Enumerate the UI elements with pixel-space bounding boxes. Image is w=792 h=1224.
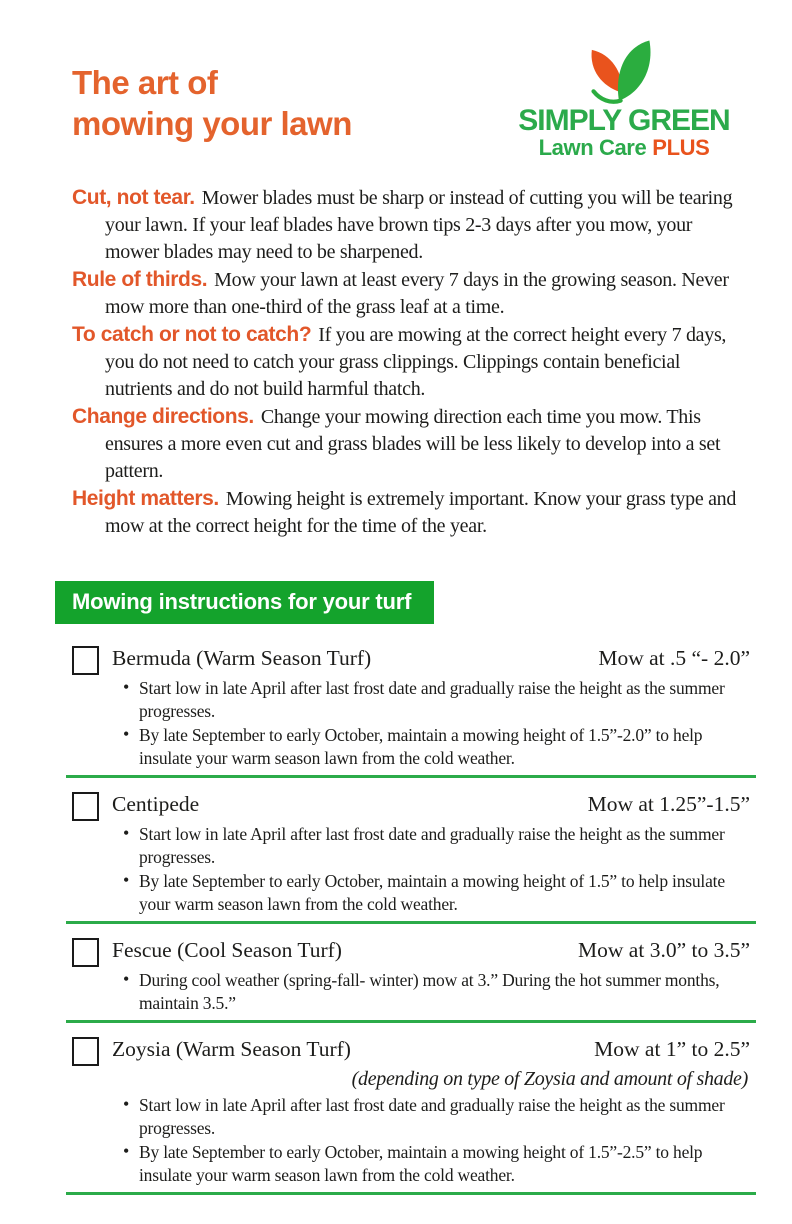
turf-note: (depending on type of Zoysia and amount of shade) bbox=[351, 1068, 748, 1090]
turf-item-centipede bbox=[72, 790, 750, 924]
tip-lead: Height matters. bbox=[72, 487, 219, 510]
turf-bullet-list bbox=[72, 823, 750, 916]
turf-item-bermuda bbox=[72, 644, 750, 778]
turf-checkbox[interactable] bbox=[72, 1037, 99, 1066]
turf-heading bbox=[72, 936, 750, 967]
turf-item-zoysia bbox=[72, 1035, 750, 1195]
logo-tagline bbox=[508, 136, 740, 160]
turf-checkbox[interactable] bbox=[72, 938, 99, 967]
turf-bullet: • By late September to early October, maintain a mowing height of 1.5” to help insulate your warm season lawn from the cold weather. bbox=[122, 870, 750, 916]
tips-section bbox=[72, 184, 750, 540]
turf-list bbox=[72, 644, 750, 1207]
mow-height-value: Mow at 3.0” to 3.5” bbox=[578, 938, 750, 962]
section-divider bbox=[66, 921, 756, 924]
turf-bullet: • By late September to early October, maintain a mowing height of 1.5”-2.5” to help insulate your warm season lawn from the cold weather. bbox=[122, 1141, 750, 1187]
mow-height-value: Mow at 1.25”-1.5” bbox=[587, 792, 750, 816]
logo-brand-name: SIMPLY GREEN bbox=[518, 104, 730, 137]
tip-text: If you are mowing at the correct height every 7 days, you do not need to catch your grass clippings. Clippings contain beneficial nutrients and do not build harmful thatch. bbox=[105, 324, 727, 400]
turf-bullet: • Start low in late April after last frost date and gradually raise the height as the summer progresses. bbox=[122, 823, 750, 869]
turf-bullet-list bbox=[72, 969, 750, 1015]
turf-name: Zoysia (Warm Season Turf) bbox=[112, 1037, 351, 1061]
turf-bullet-list bbox=[72, 677, 750, 770]
tip-text: Mower blades must be sharp or instead of cutting you will be tearing your lawn. If your leaf blades have brown tips 2-3 days after you mow, your mower blades may need to be sharpened. bbox=[105, 187, 733, 263]
tip-lead: To catch or not to catch? bbox=[72, 323, 312, 346]
tip-lead: Cut, not tear. bbox=[72, 186, 195, 209]
mow-height-value: Mow at 1” to 2.5” bbox=[594, 1037, 750, 1061]
turf-bullet: • Start low in late April after last frost date and gradually raise the height as the summer progresses. bbox=[122, 677, 750, 723]
tip-item bbox=[72, 485, 750, 540]
page-title-line2: mowing your lawn bbox=[72, 105, 352, 142]
turf-bullet: • Start low in late April after last frost date and gradually raise the height as the summer progresses. bbox=[122, 1094, 750, 1140]
page-title-line1: The art of bbox=[72, 64, 218, 101]
turf-checkbox[interactable] bbox=[72, 646, 99, 675]
section-banner: Mowing instructions for your turf bbox=[55, 581, 434, 624]
tip-text: Change your mowing direction each time you mow. This ensures a more even cut and grass blades will be less likely to develop into a set pattern. bbox=[105, 406, 721, 482]
turf-item-fescue bbox=[72, 936, 750, 1023]
turf-bullet-list bbox=[72, 1094, 750, 1187]
turf-heading bbox=[72, 790, 750, 821]
turf-name: Centipede bbox=[112, 792, 200, 816]
tip-item bbox=[72, 266, 750, 321]
tip-text: Mow your lawn at least every 7 days in the growing season. Never mow more than one-third of the grass leaf at a time. bbox=[105, 269, 729, 318]
turf-bullet: • By late September to early October, maintain a mowing height of 1.5”-2.0” to help insulate your warm season lawn from the cold weather. bbox=[122, 724, 750, 770]
section-divider bbox=[66, 1192, 756, 1195]
two-leaves-icon bbox=[581, 38, 667, 104]
logo-tagline-plus: PLUS bbox=[652, 135, 710, 160]
tip-lead: Rule of thirds. bbox=[72, 268, 208, 291]
tip-item bbox=[72, 184, 750, 266]
turf-bullet: • During cool weather (spring-fall- winter) mow at 3.” During the hot summer months, maintain 3.5.” bbox=[122, 969, 750, 1015]
tip-item bbox=[72, 321, 750, 403]
tip-item bbox=[72, 403, 750, 485]
turf-name: Bermuda (Warm Season Turf) bbox=[112, 646, 372, 670]
turf-checkbox[interactable] bbox=[72, 792, 99, 821]
tip-text: Mowing height is extremely important. Know your grass type and mow at the correct height for the time of the year. bbox=[105, 488, 737, 537]
turf-heading bbox=[72, 644, 750, 675]
mow-height-value: Mow at .5 “- 2.0” bbox=[598, 646, 750, 670]
page-title bbox=[72, 62, 352, 144]
turf-name: Fescue (Cool Season Turf) bbox=[112, 938, 342, 962]
company-logo bbox=[508, 38, 740, 160]
tip-lead: Change directions. bbox=[72, 405, 254, 428]
section-divider bbox=[66, 775, 756, 778]
turf-heading bbox=[72, 1035, 750, 1066]
section-divider bbox=[66, 1020, 756, 1023]
logo-tagline-lawncare: Lawn Care bbox=[538, 135, 647, 160]
